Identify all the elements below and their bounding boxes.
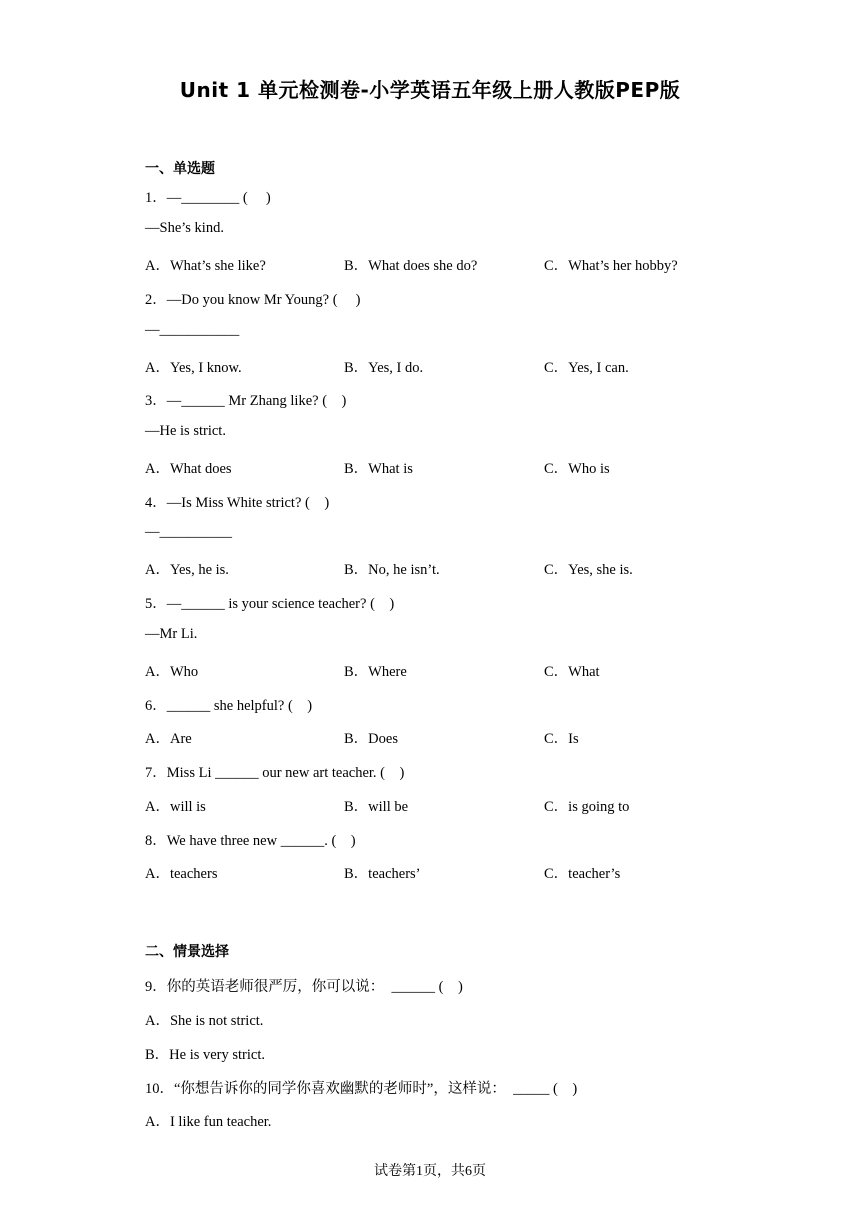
option-b[interactable]: B．will be — [344, 799, 409, 815]
option-a[interactable]: A．Yes, he is. — [145, 562, 229, 578]
question-stem: 3．—______ Mr Zhang like? ( ) — [145, 393, 347, 409]
question-dialogue-line: —He is strict. — [145, 423, 226, 439]
option-b[interactable]: B．Yes, I do. — [344, 360, 424, 376]
question-stem: 7．Miss Li ______ our new art teacher. ( ) — [145, 765, 405, 781]
option-a[interactable]: A．What’s she like? — [145, 258, 266, 274]
section-heading-single-choice: 一、单选题 — [145, 161, 215, 177]
option-a[interactable]: A．Who — [145, 664, 199, 680]
question-stem: 1．—________ ( ) — [145, 190, 271, 206]
page-footer: 试卷第1页，共6页 — [374, 1164, 486, 1179]
option-c[interactable]: C．teacher’s — [544, 866, 621, 882]
option-a[interactable]: A．teachers — [145, 866, 218, 882]
question-stem: 9．你的英语老师很严厉，你可以说： ______ ( ) — [145, 979, 463, 995]
option-a[interactable]: A．She is not strict. — [145, 1013, 264, 1029]
question-stem: 10．“你想告诉你的同学你喜欢幽默的老师时”，这样说： _____ ( ) — [145, 1081, 578, 1097]
question-dialogue-line: —__________ — [145, 524, 232, 540]
option-c[interactable]: C．What’s her hobby? — [544, 258, 678, 274]
question-stem: 5．—______ is your science teacher? ( ) — [145, 596, 395, 612]
option-c[interactable]: C．Yes, she is. — [544, 562, 633, 578]
option-b[interactable]: B．He is very strict. — [145, 1047, 266, 1063]
option-b[interactable]: B．What is — [344, 461, 413, 477]
question-dialogue-line: —She’s kind. — [145, 220, 224, 236]
option-c[interactable]: C．is going to — [544, 799, 630, 815]
option-a[interactable]: A．Yes, I know. — [145, 360, 242, 376]
option-c[interactable]: C．Who is — [544, 461, 610, 477]
option-b[interactable]: B．No, he isn’t. — [344, 562, 440, 578]
question-dialogue-line: —___________ — [145, 322, 240, 338]
option-a[interactable]: A．Are — [145, 731, 192, 747]
option-a[interactable]: A．will is — [145, 799, 206, 815]
option-c[interactable]: C．Yes, I can. — [544, 360, 629, 376]
option-b[interactable]: B．Where — [344, 664, 407, 680]
option-b[interactable]: B．teachers’ — [344, 866, 421, 882]
option-c[interactable]: C．Is — [544, 731, 579, 747]
option-a[interactable]: A．I like fun teacher. — [145, 1114, 272, 1130]
option-c[interactable]: C．What — [544, 664, 600, 680]
option-a[interactable]: A．What does — [145, 461, 232, 477]
option-b[interactable]: B．Does — [344, 731, 398, 747]
section-heading-situational-choice: 二、情景选择 — [145, 944, 229, 960]
question-stem: 4．—Is Miss White strict? ( ) — [145, 495, 330, 511]
question-dialogue-line: —Mr Li. — [145, 626, 198, 642]
page-title: Unit 1 单元检测卷-小学英语五年级上册人教版PEP版 — [179, 78, 681, 102]
question-stem: 2．—Do you know Mr Young? ( ) — [145, 292, 361, 308]
question-stem: 6．______ she helpful? ( ) — [145, 698, 313, 714]
question-stem: 8．We have three new ______. ( ) — [145, 833, 356, 849]
option-b[interactable]: B．What does she do? — [344, 258, 478, 274]
